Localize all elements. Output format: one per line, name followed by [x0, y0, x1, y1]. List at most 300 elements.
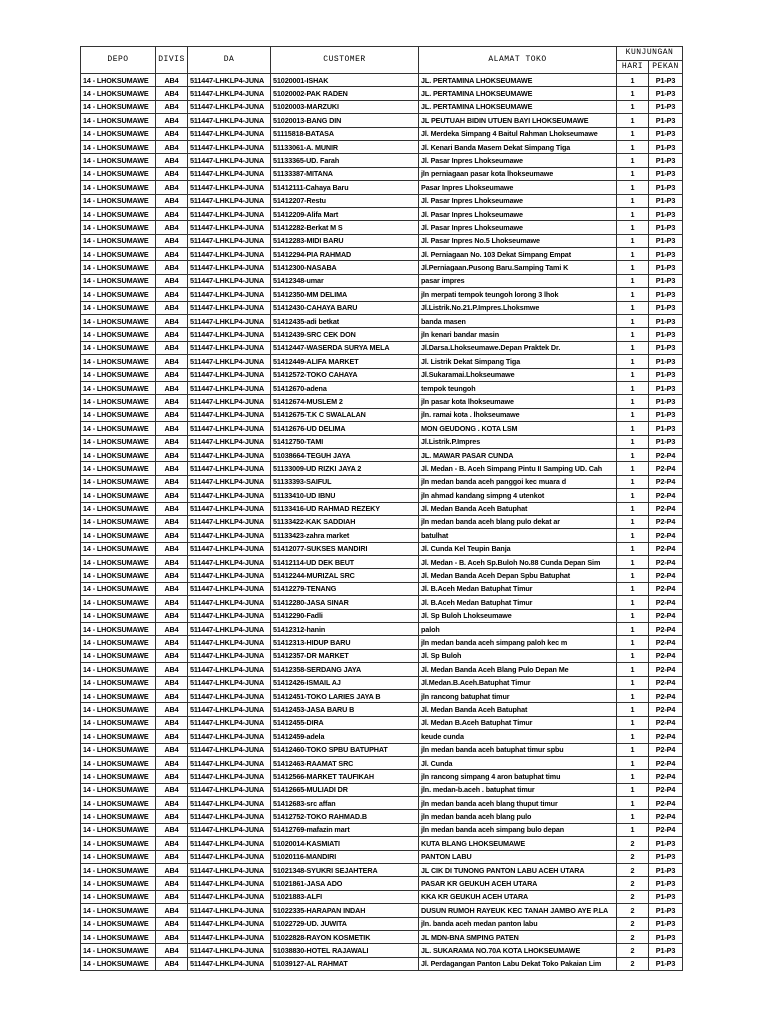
depo-cell: 14 - LHOKSUMAWE: [81, 890, 156, 903]
customer-cell: 51133416-UD RAHMAD REZEKY: [271, 502, 419, 515]
da-cell: 511447-LHKLP4-JUNA: [188, 756, 271, 769]
table-row: [81, 100, 683, 113]
customer-cell: 51412350-MM DELIMA: [271, 288, 419, 301]
depo-cell: 14 - LHOKSUMAWE: [81, 341, 156, 354]
table-row: [81, 395, 683, 408]
table-row: [81, 623, 683, 636]
pekan-cell: P2-P4: [649, 823, 683, 836]
da-cell: 511447-LHKLP4-JUNA: [188, 957, 271, 970]
depo-cell: 14 - LHOKSUMAWE: [81, 917, 156, 930]
divisi-cell: AB4: [156, 395, 188, 408]
hari-cell: 1: [617, 221, 649, 234]
da-cell: 511447-LHKLP4-JUNA: [188, 207, 271, 220]
customer-cell: 51020002-PAK RADEN: [271, 87, 419, 100]
da-cell: 511447-LHKLP4-JUNA: [188, 301, 271, 314]
alamat-cell: jln. banda aceh medan panton labu: [419, 917, 617, 930]
depo-cell: 14 - LHOKSUMAWE: [81, 582, 156, 595]
alamat-cell: Jl. Medan Banda Aceh Batuphat: [419, 703, 617, 716]
divisi-cell: AB4: [156, 931, 188, 944]
depo-cell: 14 - LHOKSUMAWE: [81, 207, 156, 220]
divisi-cell: AB4: [156, 877, 188, 890]
alamat-cell: JL. MAWAR PASAR CUNDA: [419, 448, 617, 461]
alamat-cell: Jl. Perdagangan Panton Labu Dekat Toko Pakaian Lim: [419, 957, 617, 970]
header-pekan: PEKAN: [649, 60, 683, 74]
alamat-cell: jln rancong batuphat timur: [419, 689, 617, 702]
da-cell: 511447-LHKLP4-JUNA: [188, 890, 271, 903]
depo-cell: 14 - LHOKSUMAWE: [81, 408, 156, 421]
hari-cell: 1: [617, 663, 649, 676]
pekan-cell: P1-P3: [649, 864, 683, 877]
pekan-cell: P1-P3: [649, 850, 683, 863]
da-cell: 511447-LHKLP4-JUNA: [188, 422, 271, 435]
pekan-cell: P2-P4: [649, 596, 683, 609]
da-cell: 511447-LHKLP4-JUNA: [188, 221, 271, 234]
table-row: [81, 556, 683, 569]
alamat-cell: jln pasar kota lhokseumawe: [419, 395, 617, 408]
alamat-cell: JL CIK DI TUNONG PANTON LABU ACEH UTARA: [419, 864, 617, 877]
alamat-cell: Jl. Medan - B. Aceh Simpang Pintu II Samping UD. Cah: [419, 462, 617, 475]
depo-cell: 14 - LHOKSUMAWE: [81, 288, 156, 301]
pekan-cell: P1-P3: [649, 435, 683, 448]
customer-cell: 51412313-HIDUP BARU: [271, 636, 419, 649]
pekan-cell: P2-P4: [649, 609, 683, 622]
divisi-cell: AB4: [156, 140, 188, 153]
divisi-cell: AB4: [156, 649, 188, 662]
customer-cell: 51021348-SYUKRI SEJAHTERA: [271, 864, 419, 877]
pekan-cell: P2-P4: [649, 569, 683, 582]
alamat-cell: Jl. Pasar Inpres Lhokseumawe: [419, 154, 617, 167]
alamat-cell: Jl.Perniagaan.Pusong Baru.Samping Tami K: [419, 261, 617, 274]
hari-cell: 1: [617, 167, 649, 180]
divisi-cell: AB4: [156, 797, 188, 810]
table-row: [81, 864, 683, 877]
da-cell: 511447-LHKLP4-JUNA: [188, 435, 271, 448]
customer-cell: 51022828-RAYON KOSMETIK: [271, 931, 419, 944]
divisi-cell: AB4: [156, 689, 188, 702]
hari-cell: 1: [617, 756, 649, 769]
depo-cell: 14 - LHOKSUMAWE: [81, 355, 156, 368]
divisi-cell: AB4: [156, 181, 188, 194]
table-row: [81, 301, 683, 314]
customer-cell: 51020003-MARZUKI: [271, 100, 419, 113]
customer-cell: 51039127-AL RAHMAT: [271, 957, 419, 970]
table-row: [81, 676, 683, 689]
hari-cell: 1: [617, 448, 649, 461]
table-row: [81, 408, 683, 421]
pekan-cell: P2-P4: [649, 529, 683, 542]
alamat-cell: paloh: [419, 623, 617, 636]
pekan-cell: P1-P3: [649, 837, 683, 850]
alamat-cell: jln medan banda aceh simpang paloh kec m: [419, 636, 617, 649]
depo-cell: 14 - LHOKSUMAWE: [81, 502, 156, 515]
hari-cell: 1: [617, 207, 649, 220]
hari-cell: 1: [617, 140, 649, 153]
da-cell: 511447-LHKLP4-JUNA: [188, 823, 271, 836]
customer-cell: 51038664-TEGUH JAYA: [271, 448, 419, 461]
hari-cell: 1: [617, 154, 649, 167]
da-cell: 511447-LHKLP4-JUNA: [188, 181, 271, 194]
customer-cell: 51412209-Alifa Mart: [271, 207, 419, 220]
pekan-cell: P1-P3: [649, 944, 683, 957]
hari-cell: 1: [617, 127, 649, 140]
alamat-cell: Jl.Darsa.Lhokseumawe.Depan Praktek Dr.: [419, 341, 617, 354]
hari-cell: 1: [617, 649, 649, 662]
pekan-cell: P2-P4: [649, 797, 683, 810]
da-cell: 511447-LHKLP4-JUNA: [188, 502, 271, 515]
hari-cell: 1: [617, 475, 649, 488]
alamat-cell: Jl. B.Aceh Medan Batuphat Timur: [419, 596, 617, 609]
divisi-cell: AB4: [156, 823, 188, 836]
pekan-cell: P1-P3: [649, 877, 683, 890]
depo-cell: 14 - LHOKSUMAWE: [81, 301, 156, 314]
divisi-cell: AB4: [156, 716, 188, 729]
divisi-cell: AB4: [156, 515, 188, 528]
customer-cell: 51412750-TAMI: [271, 435, 419, 448]
customer-cell: 51412426-ISMAIL AJ: [271, 676, 419, 689]
hari-cell: 1: [617, 328, 649, 341]
table-row: [81, 904, 683, 917]
hari-cell: 1: [617, 823, 649, 836]
divisi-cell: AB4: [156, 475, 188, 488]
table-row: [81, 890, 683, 903]
customer-cell: 51412279-TENANG: [271, 582, 419, 595]
customer-cell: 51133423-zahra market: [271, 529, 419, 542]
depo-cell: 14 - LHOKSUMAWE: [81, 100, 156, 113]
customer-cell: 51020001-ISHAK: [271, 74, 419, 87]
divisi-cell: AB4: [156, 636, 188, 649]
table-row: [81, 542, 683, 555]
pekan-cell: P1-P3: [649, 355, 683, 368]
divisi-cell: AB4: [156, 904, 188, 917]
alamat-cell: jln medan banda aceh blang thuput timur: [419, 797, 617, 810]
customer-cell: 51115818-BATASA: [271, 127, 419, 140]
pekan-cell: P1-P3: [649, 395, 683, 408]
depo-cell: 14 - LHOKSUMAWE: [81, 609, 156, 622]
customer-cell: 51412572-TOKO CAHAYA: [271, 368, 419, 381]
pekan-cell: P2-P4: [649, 636, 683, 649]
da-cell: 511447-LHKLP4-JUNA: [188, 542, 271, 555]
alamat-cell: Jl. Cunda: [419, 756, 617, 769]
hari-cell: 2: [617, 944, 649, 957]
depo-cell: 14 - LHOKSUMAWE: [81, 529, 156, 542]
alamat-cell: JL. PERTAMINA LHOKSEUMAWE: [419, 74, 617, 87]
hari-cell: 1: [617, 797, 649, 810]
alamat-cell: jln merpati tempok teungoh lorong 3 lhok: [419, 288, 617, 301]
customer-cell: 51021883-ALFI: [271, 890, 419, 903]
pekan-cell: P2-P4: [649, 556, 683, 569]
hari-cell: 2: [617, 864, 649, 877]
depo-cell: 14 - LHOKSUMAWE: [81, 248, 156, 261]
divisi-cell: AB4: [156, 770, 188, 783]
divisi-cell: AB4: [156, 529, 188, 542]
pekan-cell: P1-P3: [649, 381, 683, 394]
hari-cell: 1: [617, 408, 649, 421]
table-row: [81, 261, 683, 274]
alamat-cell: DUSUN RUMOH RAYEUK KEC TANAH JAMBO AYE P.LA: [419, 904, 617, 917]
depo-cell: 14 - LHOKSUMAWE: [81, 957, 156, 970]
da-cell: 511447-LHKLP4-JUNA: [188, 877, 271, 890]
alamat-cell: JL. PERTAMINA LHOKSEUMAWE: [419, 87, 617, 100]
alamat-cell: Jl. Cunda Kel Teupin Banja: [419, 542, 617, 555]
da-cell: 511447-LHKLP4-JUNA: [188, 596, 271, 609]
divisi-cell: AB4: [156, 274, 188, 287]
divisi-cell: AB4: [156, 502, 188, 515]
table-row: [81, 288, 683, 301]
divisi-cell: AB4: [156, 234, 188, 247]
divisi-cell: AB4: [156, 167, 188, 180]
alamat-cell: Jl. Pasar Inpres Lhokseumawe: [419, 194, 617, 207]
header-hari: HARI: [617, 60, 649, 74]
customer-cell: 51020116-MANDIRI: [271, 850, 419, 863]
divisi-cell: AB4: [156, 381, 188, 394]
alamat-cell: PANTON LABU: [419, 850, 617, 863]
alamat-cell: Jl. Pasar Inpres No.5 Lhokseumawe: [419, 234, 617, 247]
depo-cell: 14 - LHOKSUMAWE: [81, 850, 156, 863]
alamat-cell: jln medan banda aceh batuphat timur spbu: [419, 743, 617, 756]
da-cell: 511447-LHKLP4-JUNA: [188, 797, 271, 810]
alamat-cell: batulhat: [419, 529, 617, 542]
customer-cell: 51133422-KAK SADDIAH: [271, 515, 419, 528]
divisi-cell: AB4: [156, 328, 188, 341]
pekan-cell: P1-P3: [649, 904, 683, 917]
table-row: [81, 529, 683, 542]
hari-cell: 1: [617, 100, 649, 113]
da-cell: 511447-LHKLP4-JUNA: [188, 368, 271, 381]
customer-cell: 51412447-WASERDA SURYA MELA: [271, 341, 419, 354]
alamat-cell: Jl.Medan.B.Aceh.Batuphat Timur: [419, 676, 617, 689]
customer-cell: 51021861-JASA ADO: [271, 877, 419, 890]
customer-cell: 51412357-DR MARKET: [271, 649, 419, 662]
alamat-cell: Jl. Medan B.Aceh Batuphat Timur: [419, 716, 617, 729]
table-row: [81, 837, 683, 850]
depo-cell: 14 - LHOKSUMAWE: [81, 944, 156, 957]
hari-cell: 1: [617, 381, 649, 394]
pekan-cell: P1-P3: [649, 100, 683, 113]
pekan-cell: P1-P3: [649, 87, 683, 100]
table-row: [81, 207, 683, 220]
depo-cell: 14 - LHOKSUMAWE: [81, 823, 156, 836]
da-cell: 511447-LHKLP4-JUNA: [188, 261, 271, 274]
customer-visit-table: [80, 46, 683, 971]
table-row: [81, 703, 683, 716]
alamat-cell: Jl. Medan Banda Aceh Depan Spbu Batuphat: [419, 569, 617, 582]
customer-cell: 51412752-TOKO RAHMAD.B: [271, 810, 419, 823]
divisi-cell: AB4: [156, 422, 188, 435]
hari-cell: 1: [617, 783, 649, 796]
depo-cell: 14 - LHOKSUMAWE: [81, 328, 156, 341]
pekan-cell: P1-P3: [649, 167, 683, 180]
customer-cell: 51412674-MUSLEM 2: [271, 395, 419, 408]
table-row: [81, 716, 683, 729]
hari-cell: 1: [617, 689, 649, 702]
hari-cell: 2: [617, 931, 649, 944]
da-cell: 511447-LHKLP4-JUNA: [188, 381, 271, 394]
hari-cell: 1: [617, 636, 649, 649]
depo-cell: 14 - LHOKSUMAWE: [81, 569, 156, 582]
pekan-cell: P2-P4: [649, 475, 683, 488]
divisi-cell: AB4: [156, 663, 188, 676]
hari-cell: 1: [617, 181, 649, 194]
table-row: [81, 194, 683, 207]
divisi-cell: AB4: [156, 315, 188, 328]
hari-cell: 1: [617, 301, 649, 314]
table-row: [81, 475, 683, 488]
hari-cell: 1: [617, 730, 649, 743]
da-cell: 511447-LHKLP4-JUNA: [188, 167, 271, 180]
customer-cell: 51412312-hanin: [271, 623, 419, 636]
customer-cell: 51022335-HARAPAN INDAH: [271, 904, 419, 917]
hari-cell: 1: [617, 542, 649, 555]
da-cell: 511447-LHKLP4-JUNA: [188, 783, 271, 796]
da-cell: 511447-LHKLP4-JUNA: [188, 864, 271, 877]
alamat-cell: jln medan banda aceh blang pulo dekat ar: [419, 515, 617, 528]
divisi-cell: AB4: [156, 341, 188, 354]
alamat-cell: jln perniagaan pasar kota lhokseumawe: [419, 167, 617, 180]
depo-cell: 14 - LHOKSUMAWE: [81, 864, 156, 877]
alamat-cell: Pasar Inpres Lhokseumawe: [419, 181, 617, 194]
da-cell: 511447-LHKLP4-JUNA: [188, 904, 271, 917]
alamat-cell: jln rancong simpang 4 aron batuphat timu: [419, 770, 617, 783]
hari-cell: 2: [617, 877, 649, 890]
depo-cell: 14 - LHOKSUMAWE: [81, 556, 156, 569]
depo-cell: 14 - LHOKSUMAWE: [81, 234, 156, 247]
table-row: [81, 248, 683, 261]
da-cell: 511447-LHKLP4-JUNA: [188, 730, 271, 743]
hari-cell: 1: [617, 596, 649, 609]
da-cell: 511447-LHKLP4-JUNA: [188, 87, 271, 100]
da-cell: 511447-LHKLP4-JUNA: [188, 649, 271, 662]
depo-cell: 14 - LHOKSUMAWE: [81, 623, 156, 636]
pekan-cell: P1-P3: [649, 368, 683, 381]
da-cell: 511447-LHKLP4-JUNA: [188, 248, 271, 261]
alamat-cell: KUTA BLANG LHOKSEUMAWE: [419, 837, 617, 850]
divisi-cell: AB4: [156, 703, 188, 716]
pekan-cell: P1-P3: [649, 234, 683, 247]
table-row: [81, 181, 683, 194]
da-cell: 511447-LHKLP4-JUNA: [188, 623, 271, 636]
alamat-cell: JL PEUTUAH BIDIN UTUEN BAYI LHOKSEUMAWE: [419, 114, 617, 127]
depo-cell: 14 - LHOKSUMAWE: [81, 783, 156, 796]
da-cell: 511447-LHKLP4-JUNA: [188, 676, 271, 689]
depo-cell: 14 - LHOKSUMAWE: [81, 181, 156, 194]
depo-cell: 14 - LHOKSUMAWE: [81, 221, 156, 234]
hari-cell: 1: [617, 395, 649, 408]
pekan-cell: P1-P3: [649, 140, 683, 153]
customer-cell: 51412453-JASA BARU B: [271, 703, 419, 716]
hari-cell: 1: [617, 368, 649, 381]
customer-cell: 51412290-Fadli: [271, 609, 419, 622]
customer-cell: 51038830-HOTEL RAJAWALI: [271, 944, 419, 957]
pekan-cell: P1-P3: [649, 114, 683, 127]
depo-cell: 14 - LHOKSUMAWE: [81, 127, 156, 140]
table-row: [81, 315, 683, 328]
divisi-cell: AB4: [156, 368, 188, 381]
customer-cell: 51412455-DIRA: [271, 716, 419, 729]
alamat-cell: banda masen: [419, 315, 617, 328]
alamat-cell: jln ahmad kandang simpng 4 utenkot: [419, 489, 617, 502]
da-cell: 511447-LHKLP4-JUNA: [188, 341, 271, 354]
header-customer: CUSTOMER: [271, 47, 419, 74]
divisi-cell: AB4: [156, 74, 188, 87]
customer-cell: 51412459-adela: [271, 730, 419, 743]
depo-cell: 14 - LHOKSUMAWE: [81, 663, 156, 676]
customer-cell: 51412683-src affan: [271, 797, 419, 810]
pekan-cell: P1-P3: [649, 261, 683, 274]
customer-cell: 51133410-UD IBNU: [271, 489, 419, 502]
depo-cell: 14 - LHOKSUMAWE: [81, 931, 156, 944]
da-cell: 511447-LHKLP4-JUNA: [188, 234, 271, 247]
hari-cell: 1: [617, 355, 649, 368]
da-cell: 511447-LHKLP4-JUNA: [188, 274, 271, 287]
header-alamat-toko: ALAMAT TOKO: [419, 47, 617, 74]
divisi-cell: AB4: [156, 221, 188, 234]
da-cell: 511447-LHKLP4-JUNA: [188, 328, 271, 341]
table-row: [81, 341, 683, 354]
pekan-cell: P2-P4: [649, 515, 683, 528]
da-cell: 511447-LHKLP4-JUNA: [188, 689, 271, 702]
alamat-cell: Jl. Medan Banda Aceh Batuphat: [419, 502, 617, 515]
customer-cell: 51412077-SUKSES MANDIRI: [271, 542, 419, 555]
table-row: [81, 944, 683, 957]
table-row: [81, 422, 683, 435]
alamat-cell: jln medan banda aceh blang pulo: [419, 810, 617, 823]
table-row: [81, 502, 683, 515]
customer-cell: 51412300-NASABA: [271, 261, 419, 274]
hari-cell: 2: [617, 904, 649, 917]
alamat-cell: JL. PERTAMINA LHOKSEUMAWE: [419, 100, 617, 113]
alamat-cell: keude cunda: [419, 730, 617, 743]
table-body: [81, 74, 683, 971]
pekan-cell: P1-P3: [649, 957, 683, 970]
alamat-cell: Jl.Listrik.P.Impres: [419, 435, 617, 448]
table-row: [81, 582, 683, 595]
customer-cell: 51412348-umar: [271, 274, 419, 287]
divisi-cell: AB4: [156, 569, 188, 582]
divisi-cell: AB4: [156, 730, 188, 743]
divisi-cell: AB4: [156, 890, 188, 903]
pekan-cell: P2-P4: [649, 676, 683, 689]
da-cell: 511447-LHKLP4-JUNA: [188, 582, 271, 595]
pekan-cell: P2-P4: [649, 810, 683, 823]
pekan-cell: P1-P3: [649, 917, 683, 930]
pekan-cell: P2-P4: [649, 689, 683, 702]
hari-cell: 1: [617, 114, 649, 127]
alamat-cell: PASAR KR GEUKUH ACEH UTARA: [419, 877, 617, 890]
depo-cell: 14 - LHOKSUMAWE: [81, 368, 156, 381]
divisi-cell: AB4: [156, 944, 188, 957]
hari-cell: 1: [617, 462, 649, 475]
depo-cell: 14 - LHOKSUMAWE: [81, 716, 156, 729]
pekan-cell: P2-P4: [649, 623, 683, 636]
da-cell: 511447-LHKLP4-JUNA: [188, 556, 271, 569]
da-cell: 511447-LHKLP4-JUNA: [188, 288, 271, 301]
table-row: [81, 957, 683, 970]
divisi-cell: AB4: [156, 623, 188, 636]
alamat-cell: Jl.Sukaramai.Lhokseumawe: [419, 368, 617, 381]
depo-cell: 14 - LHOKSUMAWE: [81, 542, 156, 555]
table-row: [81, 489, 683, 502]
table-row: [81, 328, 683, 341]
customer-cell: 51412244-MURIZAL SRC: [271, 569, 419, 582]
da-cell: 511447-LHKLP4-JUNA: [188, 529, 271, 542]
divisi-cell: AB4: [156, 114, 188, 127]
da-cell: 511447-LHKLP4-JUNA: [188, 489, 271, 502]
da-cell: 511447-LHKLP4-JUNA: [188, 74, 271, 87]
customer-cell: 51412439-SRC CEK DON: [271, 328, 419, 341]
customer-cell: 51133393-SAIFUL: [271, 475, 419, 488]
table-row: [81, 274, 683, 287]
depo-cell: 14 - LHOKSUMAWE: [81, 274, 156, 287]
